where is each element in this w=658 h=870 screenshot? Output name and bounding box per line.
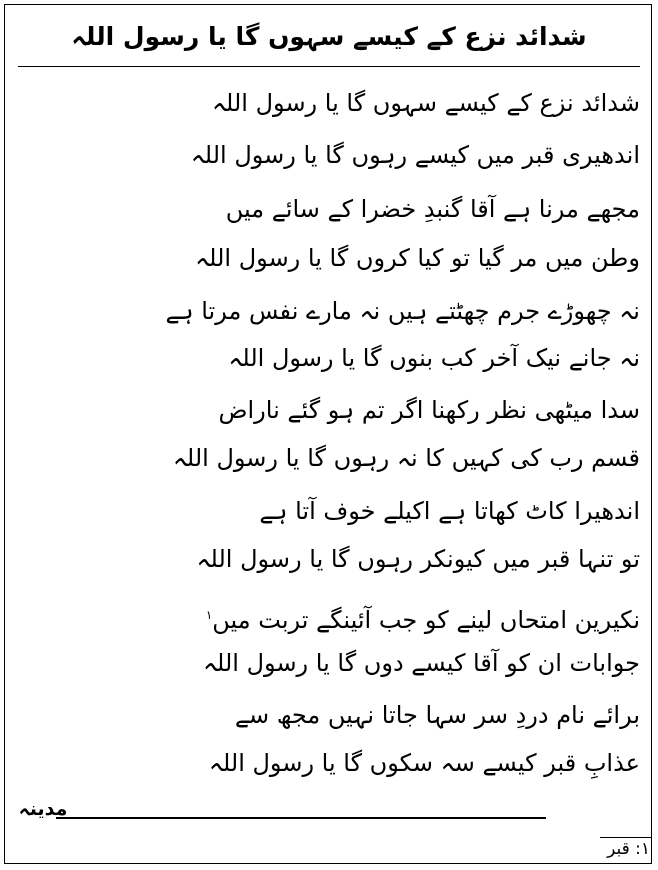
verse-line-7: سدا میٹھی نظر رکھنا اگر تم ہو گئے ناراض bbox=[218, 396, 640, 424]
footnote-rule bbox=[600, 837, 652, 838]
verse-line-11 bbox=[206, 600, 640, 635]
verse-line-8: قسم رب کی کہیں کا نہ رہوں گا یا رسول اللہ bbox=[172, 444, 640, 472]
verse-line-5: نہ چھوڑے جرم چھٹتے ہیں نہ مارے نفس مرتا ہے bbox=[165, 297, 640, 325]
verse-line-3: مجھے مرنا ہے آقا گنبدِ خضرا کے سائے میں bbox=[225, 195, 640, 223]
title-underline bbox=[18, 66, 640, 67]
page-border bbox=[4, 4, 652, 864]
verse-line-6: نہ جانے نیک آخر کب بنوں گا یا رسول اللہ bbox=[228, 344, 640, 372]
verse-line-12: جوابات ان کو آقا کیسے دوں گا یا رسول اللہ bbox=[202, 649, 640, 677]
verse-line-14: عذابِ قبر کیسے سہ سکوں گا یا رسول اللہ bbox=[208, 749, 640, 777]
verse-line-11-text: نکیرین امتحاں لینے کو جب آئینگے تربت میں bbox=[212, 606, 640, 634]
verse-line-4: وطن میں مر گیا تو کیا کروں گا یا رسول اللہ bbox=[195, 244, 640, 272]
verse-line-2: اندھیری قبر میں کیسے رہوں گا یا رسول اللہ bbox=[190, 141, 640, 169]
footnote-marker: ۱ bbox=[205, 608, 213, 622]
verse-line-9: اندھیرا کاٹ کھاتا ہے اکیلے خوف آتا ہے bbox=[259, 497, 640, 525]
poem-title: شدائد نزع کے کیسے سہوں گا یا رسول اللہ bbox=[71, 22, 587, 51]
footnote: ۱: قبر bbox=[607, 839, 650, 859]
verse-line-13: برائے نام دردِ سر سہا جاتا نہیں مجھ سے bbox=[234, 701, 640, 729]
signature: مدینہ bbox=[18, 798, 68, 820]
signature-line bbox=[56, 817, 546, 819]
verse-line-1: شدائد نزع کے کیسے سہوں گا یا رسول اللہ bbox=[211, 89, 640, 117]
verse-line-10: تو تنہا قبر میں کیونکر رہوں گا یا رسول اللہ bbox=[196, 545, 640, 573]
